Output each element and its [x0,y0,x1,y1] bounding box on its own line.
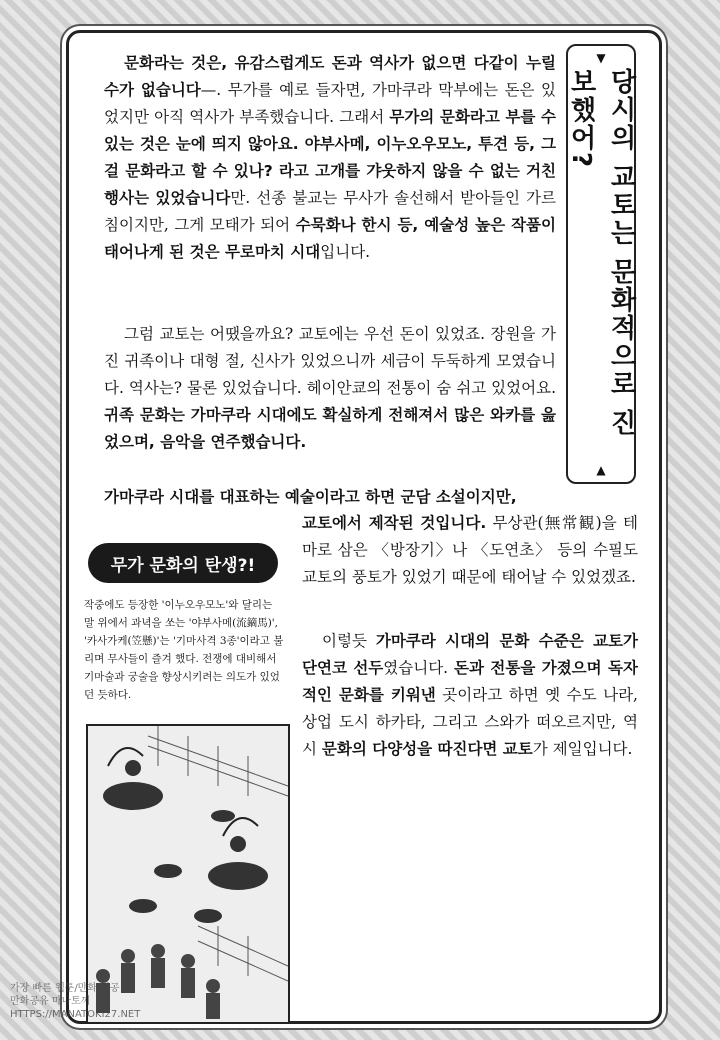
paragraph-5 [302,628,638,763]
para4-text-1: 무상관(無常観)을 테마로 삼은 〈방장기〉나 〈도연초〉 등의 수필도 교토의 풍토가 있었기 때문에 태어날 수 있었겠죠. [302,514,638,586]
illustration-caption: 작중에도 등장한 '이누오우모노'와 달리는 말 위에서 과녁을 쏘는 '야부사메(流鏑馬)', '카사가케(笠懸)'는 '기마사격 3종'이라고 불리며 무사들이 즐겨 했다. 전쟁에 대비해서 기마술과 궁술을 향상시키려는 의도가 있었던 듯하다. [84,599,284,701]
para2-text-1: 그럼 교토는 어땠을까요? 교토에는 우선 돈이 있었죠. 장원을 가진 귀족이나 대형 절, 신사가 있었으니까 세금이 두둑하게 모였습니다. 역사는? 물론 있었습니다. 헤이안쿄의 전통이 숨 쉬고 있었어요. [104,325,556,397]
box-title-badge [88,543,278,583]
paragraph-1 [104,50,556,266]
para5-bold-3: 문화의 다양성을 따진다면 교토 [321,740,533,758]
sidebar-question [566,44,636,484]
paragraph-2 [104,321,556,456]
box-title-text: 무가 문화의 탄생?! [110,555,256,576]
para2-bold-1: 귀족 문화는 가마쿠라 시대에도 확실하게 전해져서 많은 와카를 읊었으며, 음악을 연주했습니다. [104,406,556,451]
para1-bold-3: 수묵화나 한시 등, 예술성 높은 작품이 태어나게 된 것은 무로마치 시대 [104,216,557,261]
paragraph-4 [302,510,638,591]
para5-bold-2: 돈과 전통을 가졌으며 독자적인 문화를 키워낸 [302,659,638,704]
para1-bold-1: 문화라는 것은, 유감스럽게도 돈과 역사가 없으면 다같이 누릴 수가 없습니다 [104,54,556,99]
para5-text-3: 곳이라고 하면 옛 수도 나라, 상업 도시 하카타, 그리고 스와가 떠오르지만, 역시 [302,686,638,758]
para1-text-3: 입니다. [320,243,371,261]
sidebar-question-text: 당시의 교토는 문화적으로 진보했어? [566,68,636,438]
para1-text-2: 만. 선종 불교는 무사가 솔선해서 받아들인 가르침이지만, 그게 모태가 되어 [104,189,556,234]
triangle-down-icon: ▼ [596,51,606,65]
paragraph-3 [104,484,556,511]
para1-bold-2: 무가의 문화라고 부를 수 있는 것은 눈에 띄지 않아요. 야부사메, 이누오우모노, 투견 등, 그걸 문화라고 할 수 있나? 라고 고개를 갸웃하지 않을 수 없는 거친 행사는 있었습니다 [104,108,557,207]
para4-bold-1: 교토에서 제작된 것입니다. [302,514,487,532]
para5-bold-1: 가마쿠라 시대의 문화 수준은 교토가 단연코 선두 [302,632,638,677]
triangle-up-icon: ▲ [596,463,606,477]
para5-text-4: 가 제일입니다. [532,740,633,758]
para5-text-1: 이렇듯 [322,632,376,650]
para5-text-2: 였습니다. [383,659,455,677]
para3-bold-1: 가마쿠라 시대를 대표하는 예술이라고 하면 군담 소설이지만, [104,488,517,506]
para1-text-1: —. 무가를 예로 들자면, 가마쿠라 막부에는 돈은 있었지만 아직 역사가 부족했습니다. 그래서 [104,81,556,126]
watermark: 가장 빠른 웹툰/만화 제공 만화공유 마나토끼 HTTPS://MANATOKI27.NET [10,983,141,1020]
yabusame-illustration [86,724,290,1024]
